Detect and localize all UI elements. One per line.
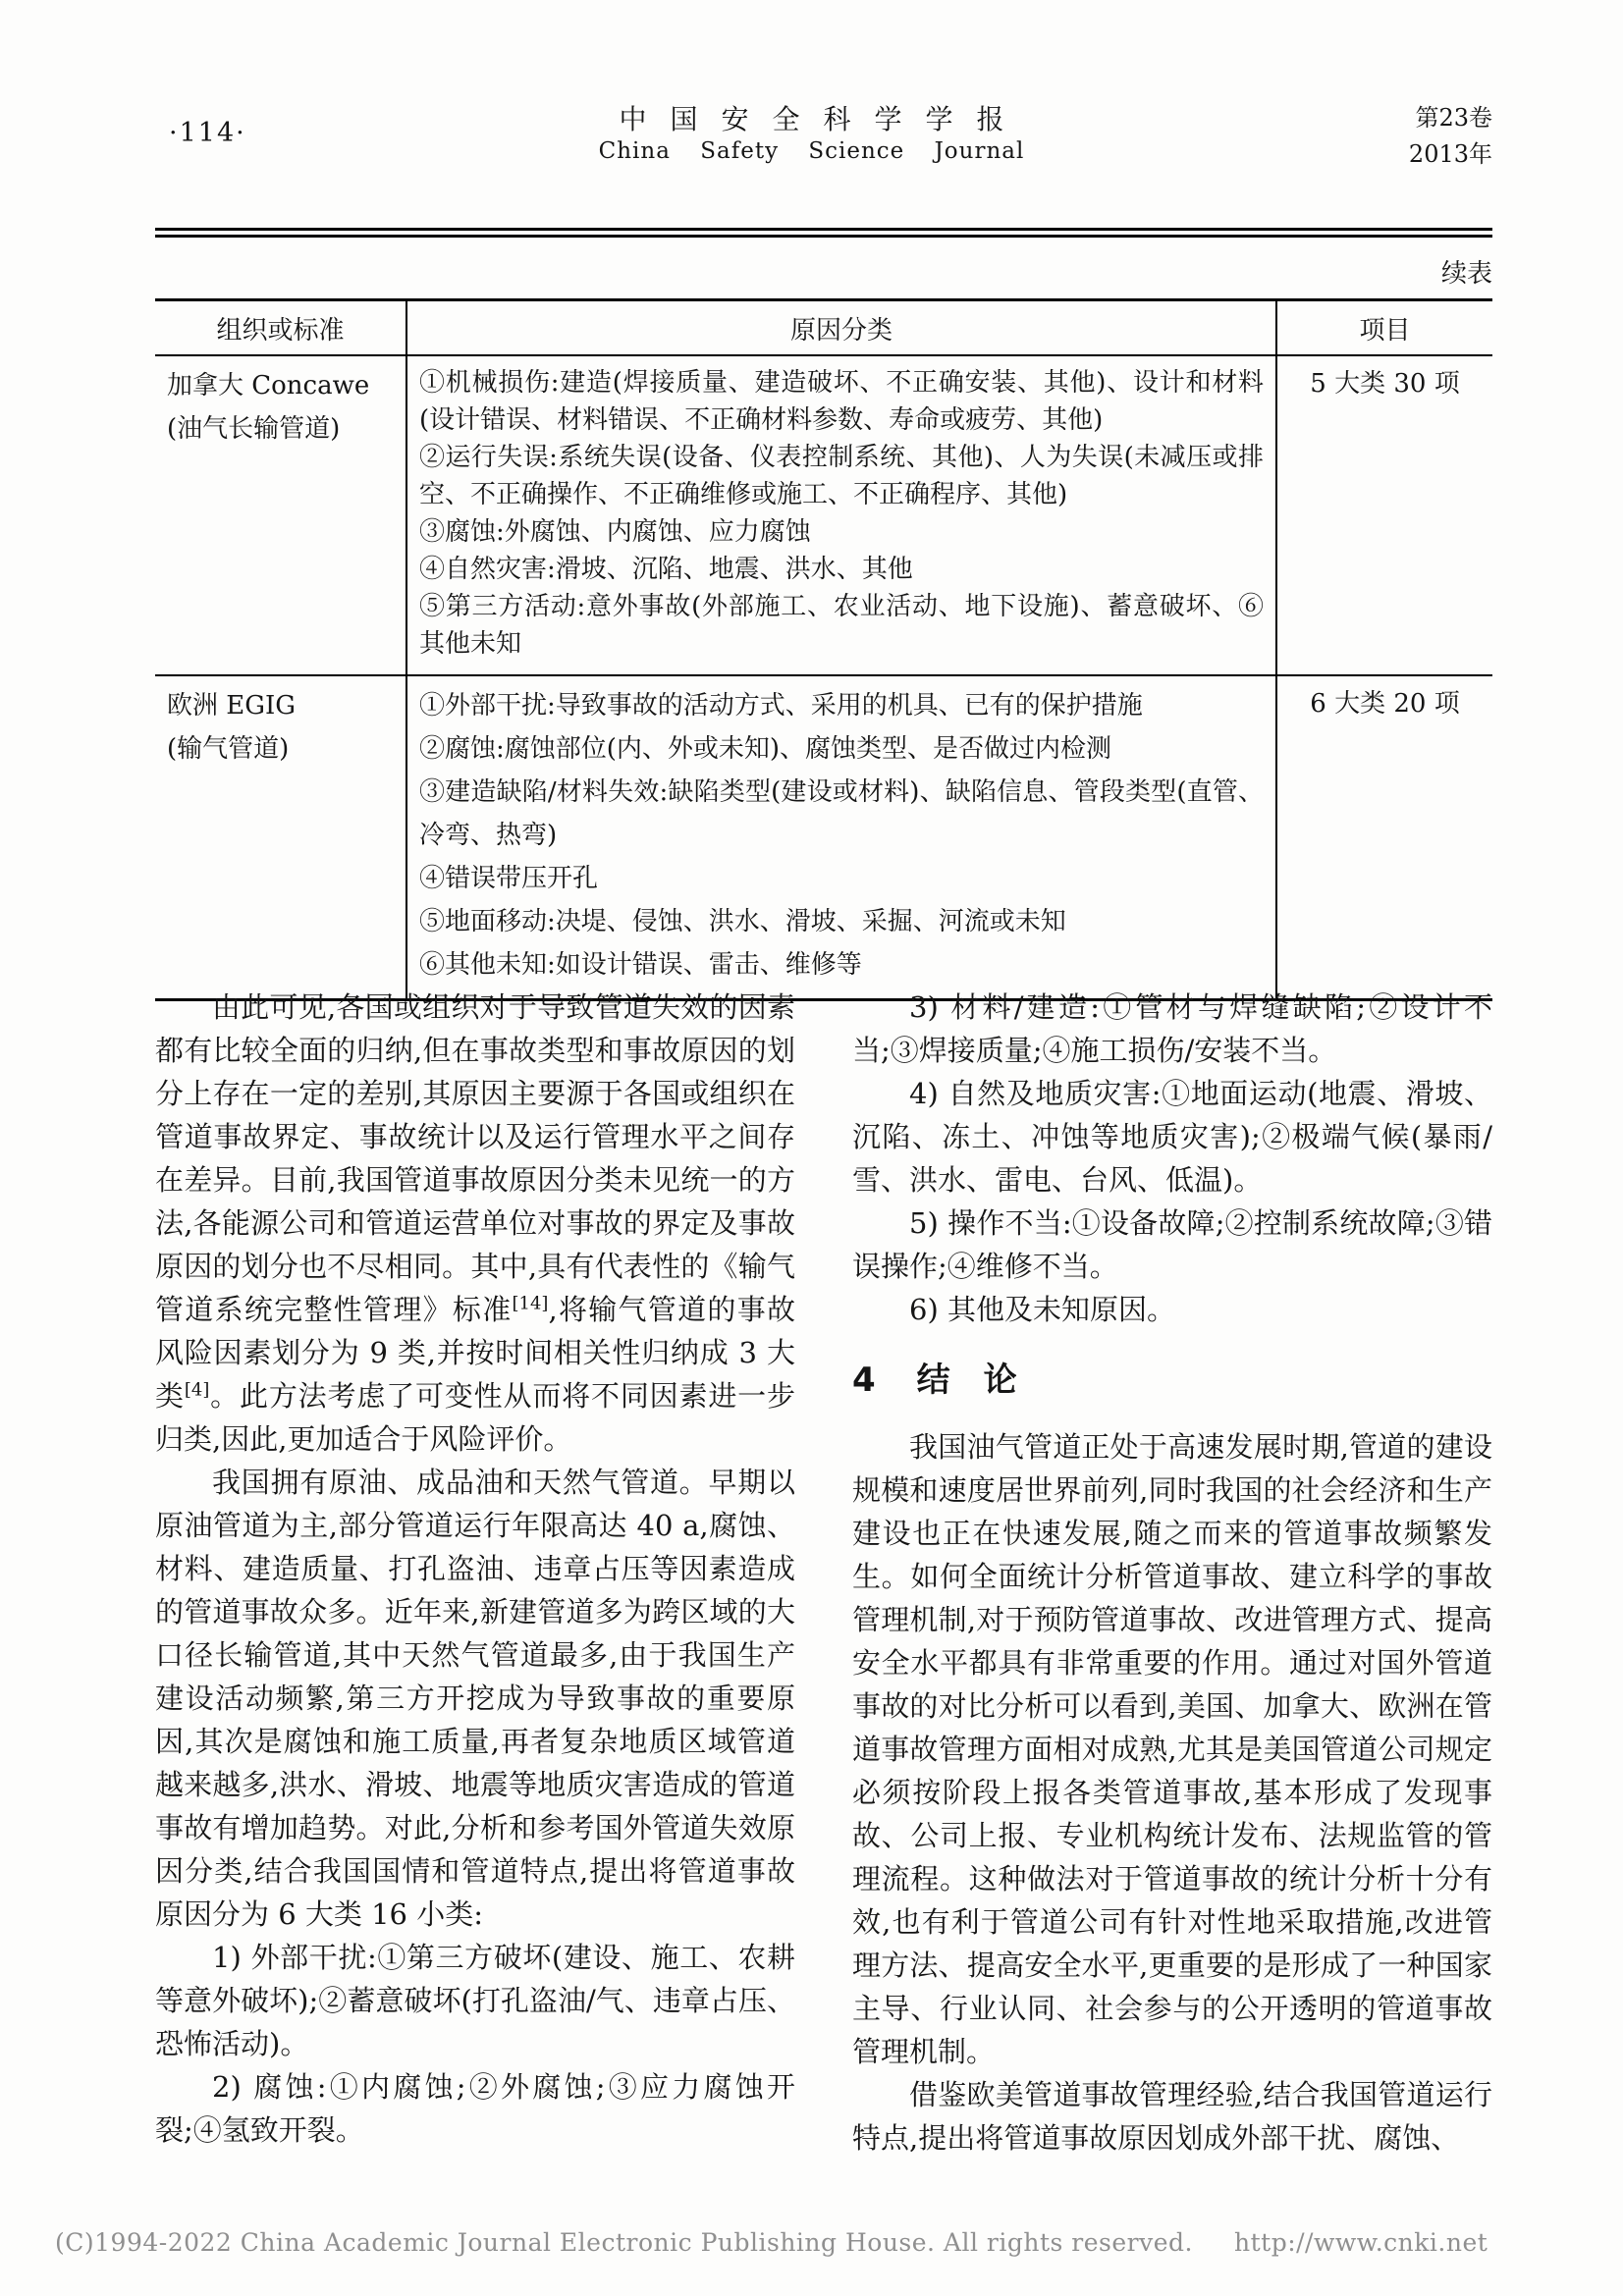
list-item-5: 5) 操作不当:①设备故障;②控制系统故障;③错误操作;④维修不当。 bbox=[852, 1206, 1492, 1283]
volume-year: 2013年 bbox=[1408, 140, 1492, 168]
organization-subtitle: (输气管道) bbox=[167, 734, 290, 764]
body-column-right bbox=[852, 986, 1492, 2160]
table-continued-label: 续表 bbox=[1440, 259, 1492, 289]
volume-number: 第23卷 bbox=[1415, 104, 1492, 132]
table-header-row bbox=[155, 300, 1492, 356]
organization-cell bbox=[155, 355, 406, 675]
cnki-url: http://www.cnki.net bbox=[1234, 2228, 1488, 2257]
volume-info bbox=[1409, 100, 1492, 173]
page-number: ·114· bbox=[169, 118, 246, 148]
column-header-cause-classification: 原因分类 bbox=[406, 300, 1276, 356]
reference-superscript: [4] bbox=[184, 1379, 210, 1401]
paragraph: 我国油气管道正处于高速发展时期,管道的建设规模和速度居世界前列,同时我国的社会经济和生产建设也正在快速发展,随之而来的管道事故频繁发生。如何全面统计分析管道事故、建立科学的事故管理机制,对于预防管道事故、改进管理方式、提高安全水平都具有非常重要的作用。通过对国外管道事故的对比分析可以看到,美国、加拿大、欧洲在管道事故管理方面相对成熟,尤其是美国管道公司规定必须按阶段上报各类管道事故,基本形成了发现事故、公司上报、专业机构统计发布、法规监管的管理流程。这种做法对于管道事故的统计分析十分有效,也有利于管道公司有针对性地采取措施,改进管理方法、提高安全水平,更重要的是形成了一种国家主导、行业认同、社会参与的公开透明的管道事故管理机制。 bbox=[852, 1430, 1492, 2068]
journal-title-en: China Safety Science Journal bbox=[598, 138, 1025, 164]
paragraph: 借鉴欧美管道事故管理经验,结合我国管道运行特点,提出将管道事故原因划成外部干扰、腐蚀、 bbox=[852, 2078, 1492, 2155]
cause-classification-table bbox=[155, 298, 1492, 1001]
cnki-copyright-footer bbox=[55, 2228, 1528, 2257]
copyright-text: (C)1994-2022 China Academic Journal Electronic Publishing House. All rights reserved. bbox=[55, 2228, 1193, 2257]
cause-item: ②腐蚀:腐蚀部位(内、外或未知)、腐蚀类型、是否做过内检测 bbox=[419, 734, 1112, 764]
cause-item: ①外部干扰:导致事故的活动方式、采用的机具、已有的保护措施 bbox=[419, 691, 1143, 721]
reference-superscript: [14] bbox=[512, 1293, 549, 1314]
body-column-left bbox=[155, 986, 795, 2152]
cause-item: ④错误带压开孔 bbox=[419, 864, 599, 893]
cause-item: ④自然灾害:滑坡、沉陷、地震、洪水、其他 bbox=[419, 555, 913, 584]
list-item-6: 6) 其他及未知原因。 bbox=[909, 1293, 1175, 1326]
list-item-1: 1) 外部干扰:①第三方破坏(建设、施工、农耕等意外破坏);②蓄意破坏(打孔盗油/气、违章占压、恐怖活动)。 bbox=[155, 1941, 795, 2060]
cause-item: ③腐蚀:外腐蚀、内腐蚀、应力腐蚀 bbox=[419, 517, 811, 547]
organization-subtitle: (油气长输管道) bbox=[167, 414, 341, 444]
list-item-2: 2) 腐蚀:①内腐蚀;②外腐蚀;③应力腐蚀开裂;④氢致开裂。 bbox=[155, 2070, 795, 2147]
causes-cell bbox=[406, 675, 1276, 1000]
cause-item: ②运行失误:系统失误(设备、仪表控制系统、其他)、人为失误(未减压或排空、不正确操作、不正确维修或施工、不正确程序、其他) bbox=[419, 443, 1264, 509]
organization-name: 欧洲 EGIG bbox=[167, 691, 297, 721]
cause-item: ⑤第三方活动:意外事故(外部施工、农业活动、地下设施)、蓄意破坏、⑥其他未知 bbox=[419, 592, 1264, 659]
cause-item: ⑤地面移动:决堤、侵蚀、洪水、滑坡、采掘、河流或未知 bbox=[419, 907, 1066, 936]
paragraph-text: ,将输气管道的事故风险因素划分为 9 类,并按时间相关性归纳成 3 大类 bbox=[155, 1293, 795, 1413]
cause-item: ①机械损伤:建造(焊接质量、建造破坏、不正确安装、其他)、设计和材料(设计错误、材料错误、不正确材料参数、寿命或疲劳、其他) bbox=[419, 368, 1264, 435]
paragraph-text: 。此方法考虑了可变性从而将不同因素进一步归类,因此,更加适合于风险评价。 bbox=[155, 1379, 795, 1456]
causes-cell bbox=[406, 355, 1276, 675]
items-count-cell: 5 大类 30 项 bbox=[1276, 355, 1492, 675]
items-count-cell: 6 大类 20 项 bbox=[1276, 675, 1492, 1000]
organization-cell bbox=[155, 675, 406, 1000]
paragraph: 我国拥有原油、成品油和天然气管道。早期以原油管道为主,部分管道运行年限高达 40 a,腐蚀、材料、建造质量、打孔盗油、违章占压等因素造成的管道事故众多。近年来,新建管道多为跨区域的大口径长输管道,其中天然气管道最多,由于我国生产建设活动频繁,第三方开挖成为导致事故的重要原因,其次是腐蚀和施工质量,再者复杂地质区域管道越来越多,洪水、滑坡、地震等地质灾害造成的管道事故有增加趋势。对此,分析和参考国外管道失效原因分类,结合我国国情和管道特点,提出将管道事故原因分为 6 大类 16 小类: bbox=[155, 1466, 795, 1931]
table-row-egig bbox=[155, 675, 1492, 1000]
journal-title-zh: 中国安全科学学报 bbox=[619, 103, 1028, 135]
section-heading-conclusion bbox=[852, 1356, 1492, 1405]
organization-name: 加拿大 Concawe bbox=[167, 371, 370, 400]
cause-item: ③建造缺陷/材料失效:缺陷类型(建设或材料)、缺陷信息、管段类型(直管、冷弯、热弯) bbox=[419, 777, 1264, 850]
section-number: 4 bbox=[852, 1361, 876, 1400]
section-title: 结 论 bbox=[916, 1361, 1017, 1400]
cause-item: ⑥其他未知:如设计错误、雷击、维修等 bbox=[419, 950, 862, 980]
header-rule bbox=[155, 228, 1492, 238]
list-item-3: 3) 材料/建造:①管材与焊缝缺陷;②设计不当;③焊接质量;④施工损伤/安装不当。 bbox=[852, 990, 1492, 1067]
paragraph-text: 由此可见,各国或组织对于导致管道失效的因素都有比较全面的归纳,但在事故类型和事故原因的划分上存在一定的差别,其原因主要源于各国或组织在管道事故界定、事故统计以及运行管理水平之间存在差异。目前,我国管道事故原因分类未见统一的方法,各能源公司和管道运营单位对事故的界定及事故原因的划分也不尽相同。其中,具有代表性的《输气管道系统完整性管理》标准 bbox=[155, 990, 795, 1326]
table-row-concawe bbox=[155, 355, 1492, 675]
column-header-items: 项目 bbox=[1276, 300, 1492, 356]
column-header-organization: 组织或标准 bbox=[155, 300, 406, 356]
list-item-4: 4) 自然及地质灾害:①地面运动(地震、滑坡、沉陷、冻土、冲蚀等地质灾害);②极端气候(暴雨/雪、洪水、雷电、台风、低温)。 bbox=[852, 1077, 1492, 1197]
paragraph bbox=[155, 986, 795, 1461]
